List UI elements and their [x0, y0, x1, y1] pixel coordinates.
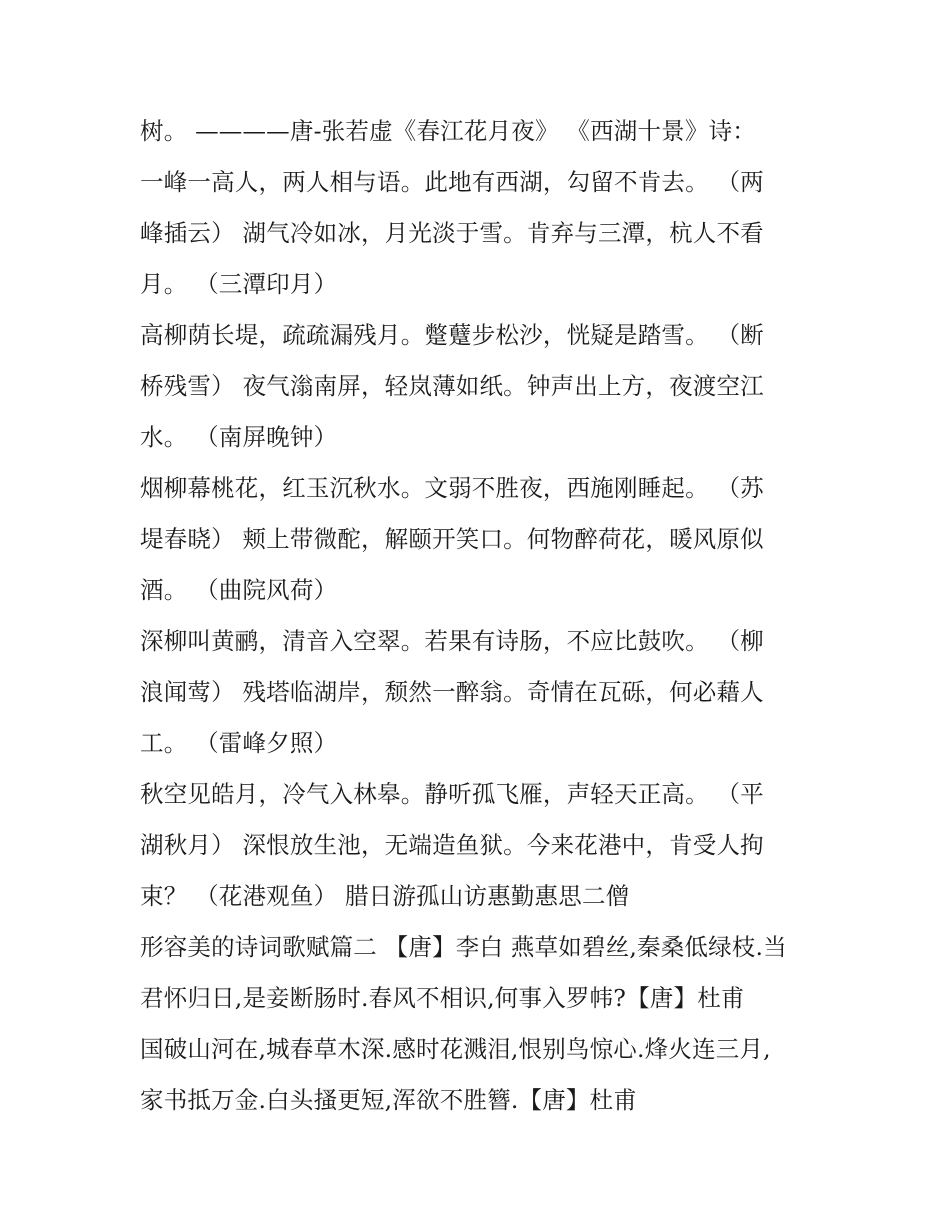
text-line: 高柳荫长堤，疏疏漏残月。蹩躠步松沙，恍疑是踏雪。 （断	[140, 321, 764, 349]
document-body	[140, 106, 820, 1126]
text-line: 桥残雪） 夜气滃南屏，轻岚薄如纸。钟声出上方，夜渡空江	[140, 372, 764, 400]
text-line: 湖秋月） 深恨放生池，无端造鱼狱。今来花港中，肯受人拘	[140, 831, 764, 859]
text-line: 束？ （花港观鱼） 腊日游孤山访惠勤惠思二僧	[140, 882, 630, 910]
text-line: 峰插云） 湖气冷如冰，月光淡于雪。肯弃与三潭，杭人不看	[140, 219, 764, 247]
text-line: 堤春晓） 颊上带微酡，解颐开笑口。何物醉荷花，暖风原似	[140, 525, 764, 553]
text-line: 工。 （雷峰夕照）	[140, 729, 338, 757]
text-line: 君怀归日,是妾断肠时.春风不相识,何事入罗帏?【唐】杜甫	[140, 984, 745, 1012]
text-line: 水。 （南屏晚钟）	[140, 423, 338, 451]
text-line: 深柳叫黄鹂，清音入空翠。若果有诗肠，不应比鼓吹。 （柳	[140, 627, 764, 655]
text-line: 树。 ————唐-张若虚《春江花月夜》 《西湖十景》诗：	[140, 117, 756, 145]
text-line: 一峰一高人，两人相与语。此地有西湖，勾留不肯去。 （两	[140, 168, 764, 196]
text-line: 国破山河在,城春草木深.感时花溅泪,恨别鸟惊心.烽火连三月,	[140, 1035, 771, 1063]
text-line: 月。 （三潭印月）	[140, 270, 338, 298]
text-line: 家书抵万金.白头搔更短,浑欲不胜簪.【唐】杜甫	[140, 1086, 638, 1114]
text-line: 秋空见皓月，冷气入林皋。静听孤飞雁，声轻天正高。 （平	[140, 780, 764, 808]
text-line: 形容美的诗词歌赋篇二 【唐】李白 燕草如碧丝,秦桑低绿枝.当	[140, 933, 787, 961]
text-line: 浪闻莺） 残塔临湖岸，颓然一醉翁。奇情在瓦砾，何必藉人	[140, 678, 764, 706]
text-line: 烟柳幕桃花，红玉沉秋水。文弱不胜夜，西施刚睡起。 （苏	[140, 474, 764, 502]
text-line: 酒。 （曲院风荷）	[140, 576, 338, 604]
